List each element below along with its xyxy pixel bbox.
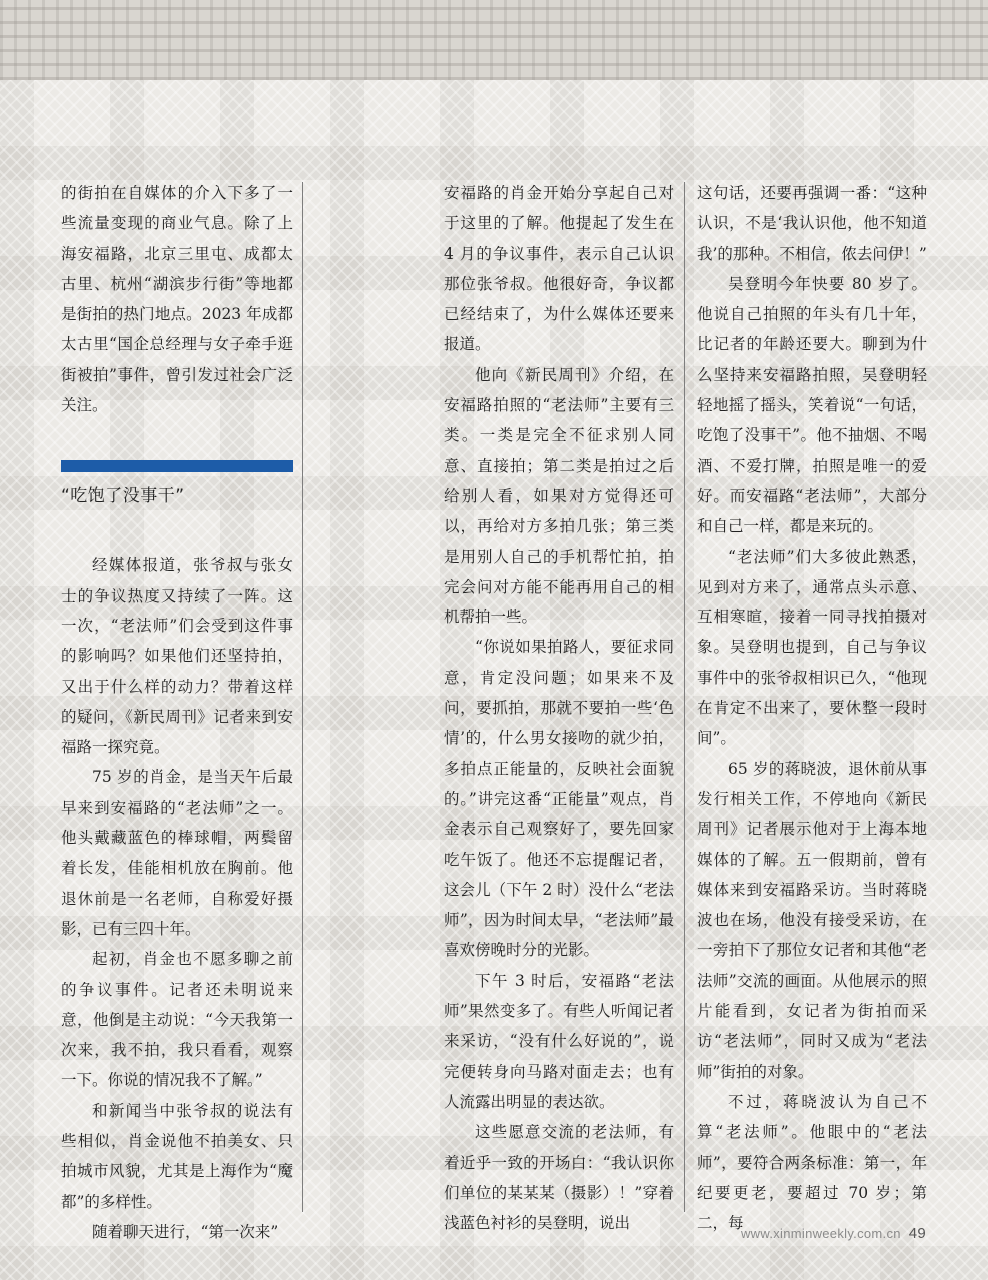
paragraph: 下午 3 时后，安福路“老法师”果然变多了。有些人听闻记者来采访，“没有什么好说的”，说完便转身向马路对面走去；也有人流露出明显的表达欲。 [444, 971, 674, 1111]
page-number: 49 [908, 1225, 926, 1242]
paragraph: 吴登明今年快要 80 岁了。他说自己拍照的年头有几十年，比记者的年龄还要大。聊到为什么坚持来安福路拍照，吴登明轻轻地摇了摇头，笑着说“一句话，吃饱了没事干”。他不抽烟、不喝酒、不爱打牌，拍照是唯一的爱好。而安福路“老法师”，大部分和自己一样，都是来玩的。 [697, 274, 927, 536]
article-column-2 [444, 178, 674, 1238]
column-divider [684, 182, 685, 1212]
top-pattern-band [0, 0, 988, 80]
paragraph: 随着聊天进行，“第一次来” [92, 1222, 279, 1241]
paragraph: 65 岁的蒋晓波，退休前从事发行相关工作，不停地向《新民周刊》记者展示他对于上海本地媒体的了解。五一假期前，曾有媒体来到安福路采访。当时蒋晓波也在场，他没有接受采访，在一旁拍下了那位女记者和其他“老法师”交流的画面。从他展示的照片能看到，女记者为街拍而采访“老法师”，同时又成为“老法师”街拍的对象。 [697, 759, 927, 1081]
paragraph: 75 岁的肖金，是当天午后最早来到安福路的“老法师”之一。他头戴藏蓝色的棒球帽，两鬓留着长发，佳能相机放在胸前。他退休前是一名老师，自称爱好摄影，已有三四十年。 [61, 768, 293, 938]
paragraph: 他向《新民周刊》介绍，在安福路拍照的“老法师”主要有三类。一类是完全不征求别人同意、直接拍；第二类是拍过之后给别人看，如果对方觉得还可以，再给对方多拍几张；第三类是用别人自己的手机帮忙拍，拍完会问对方能不能再用自己的相机帮拍一些。 [444, 365, 674, 627]
paragraph: 安福路的肖金开始分享起自己对于这里的了解。他提起了发生在 4 月的争议事件，表示自己认识那位张爷叔。他很好奇，争议都已经结束了，为什么媒体还要来报道。 [444, 184, 674, 354]
article-column-3 [697, 178, 927, 1238]
page-footer [741, 1225, 926, 1242]
paragraph: 起初，肖金也不愿多聊之前的争议事件。记者还未明说来意，他倒是主动说：“今天我第一次来，我不拍，我只看看，观察一下。你说的情况我不了解。” [61, 950, 293, 1090]
paragraph: 这些愿意交流的老法师，有着近乎一致的开场白：“我认识你们单位的某某某（摄影）！”穿着浅蓝色衬衫的吴登明，说出 [444, 1123, 674, 1233]
article-column-1 [61, 178, 293, 1247]
paragraph: “老法师”们大多彼此熟悉，见到对方来了，通常点头示意、互相寒暄，接着一同寻找拍摄对象。吴登明也提到，自己与争议事件中的张爷叔相识已久，“他现在肯定不出来了，要休整一段时间”。 [697, 547, 927, 748]
paragraph: “你说如果拍路人，要征求同意，肯定没问题；如果来不及问，要抓拍，那就不要拍一些‘色情’的，什么男女接吻的就少拍，多拍点正能量的，反映社会面貌的。”讲完这番“正能量”观点，肖金表示自己观察好了，要先回家吃午饭了。他还不忘提醒记者，这会儿（下午 2 时）没什么“老法师”，因为时间太早，“老法师”最喜欢傍晚时分的光影。 [444, 638, 674, 960]
footer-url[interactable]: www.xinminweekly.com.cn [740, 1226, 901, 1241]
paragraph: 不过，蒋晓波认为自己不算“老法师”。他眼中的“老法师”，要符合两条标准：第一，年纪要更老，要超过 70 岁；第二，每 [697, 1092, 927, 1233]
paragraph: 和新闻当中张爷叔的说法有些相似，肖金说他不拍美女、只拍城市风貌，尤其是上海作为“魔都”的多样性。 [61, 1101, 293, 1211]
paragraph: 经媒体报道，张爷叔与张女士的争议热度又持续了一阵。这一次，“老法师”们会受到这件事的影响吗？如果他们还坚持拍，又出于什么样的动力？带着这样的疑问，《新民周刊》记者来到安福路一探究竟。 [61, 556, 293, 757]
column-divider [302, 182, 303, 1212]
section-bar [61, 460, 293, 472]
paragraph: 这句话，还要再强调一番：“这种认识，不是‘我认识他，他不知道我’的那种。不相信，侬去问伊！” [697, 184, 927, 263]
paragraph: 的街拍在自媒体的介入下多了一些流量变现的商业气息。除了上海安福路，北京三里屯、成都太古里、杭州“湖滨步行街”等地都是街拍的热门地点。2023 年成都太古里“国企总经理与女子牵手逛街被拍”事件，曾引发过社会广泛关注。 [61, 184, 293, 415]
section-heading: “吃饱了没事干” [61, 486, 185, 507]
